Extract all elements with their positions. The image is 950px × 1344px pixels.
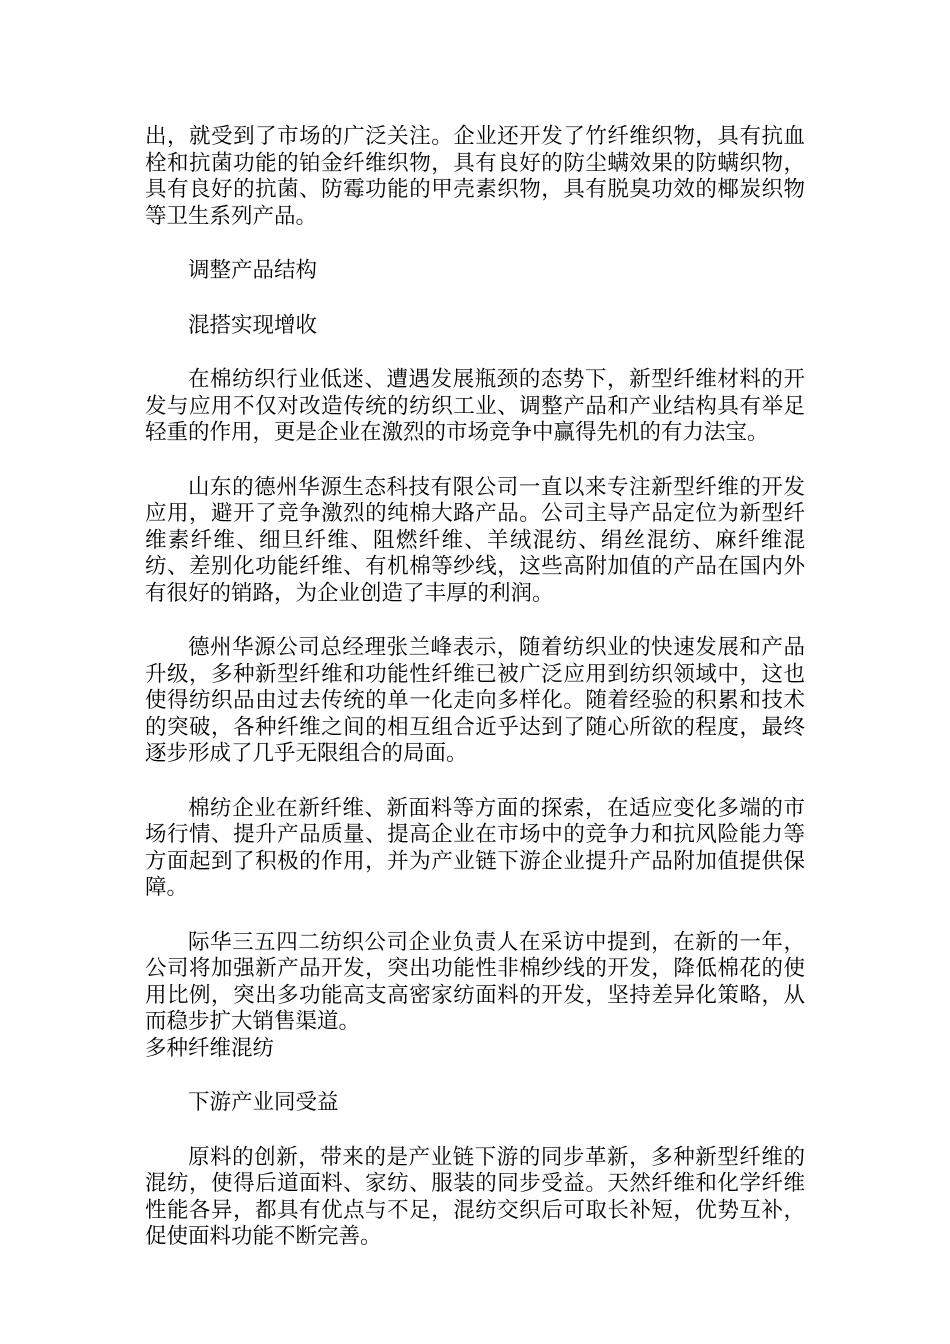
section-heading-adjust-structure: 调整产品结构	[188, 258, 318, 283]
section-heading-mix-revenue: 混搭实现增收	[188, 312, 318, 338]
paragraph-raw-material-innovation: 原料的创新，带来的是产业链下游的同步革新，多种新型纤维的混纺，使得后道面料、家纺、服装的同步受益。天然纤维和化学纤维性能各异，都具有优点与不足，混纺交织后可取长补短，优势互补，促使面料功能不断完善。	[145, 1144, 805, 1249]
paragraph-general-manager: 德州华源公司总经理张兰峰表示，随着纺织业的快速发展和产品升级，多种新型纤维和功能性纤维已被广泛应用到纺织领域中，这也使得纺织品由过去传统的单一化走向多样化。随着经验的积累和技术的突破，各种纤维之间的相互组合近乎达到了随心所欲的程度，最终逐步形成了几乎无限组合的局面。	[145, 635, 805, 766]
paragraph-dezhou-huayuan: 山东的德州华源生态科技有限公司一直以来专注新型纤维的开发应用，避开了竞争激烈的纯棉大路产品。公司主导产品定位为新型纤维素纤维、细旦纤维、阻燃纤维、羊绒混纺、绢丝混纺、麻纤维混纺、差别化功能纤维、有机棉等纱线，这些高附加值的产品在国内外有很好的销路，为企业创造了丰厚的利润。	[145, 474, 805, 606]
paragraph-cotton-enterprises: 棉纺企业在新纤维、新面料等方面的探索，在适应变化多端的市场行情、提升产品质量、提高企业在市场中的竞争力和抗风险能力等方面起到了积极的作用，并为产业链下游企业提升产品附加值提供保障。	[145, 795, 805, 900]
document-page	[145, 124, 805, 1251]
paragraph-continuation: 出，就受到了市场的广泛关注。企业还开发了竹纤维织物，具有抗血栓和抗菌功能的铂金纤维织物，具有良好的防尘螨效果的防螨织物，具有良好的抗菌、防霉功能的甲壳素织物，具有脱臭功效的椰炭织物等卫生系列产品。	[145, 124, 805, 229]
section-heading-multi-fiber: 多种纤维混纺	[145, 1035, 275, 1061]
paragraph-industry-slump: 在棉纺织行业低迷、遭遇发展瓶颈的态势下，新型纤维材料的开发与应用不仅对改造传统的纺织工业、调整产品和产业结构具有举足轻重的作用，更是企业在激烈的市场竞争中赢得先机的有力法宝。	[145, 367, 805, 445]
section-heading-downstream: 下游产业同受益	[188, 1090, 339, 1115]
paragraph-jihua-3542: 际华三五四二纺织公司企业负责人在采访中提到，在新的一年，公司将加强新产品开发，突出功能性非棉纱线的开发，降低棉花的使用比例，突出多功能高支高密家纺面料的开发，坚持差异化策略，从而稳步扩大销售渠道。	[145, 929, 805, 1034]
